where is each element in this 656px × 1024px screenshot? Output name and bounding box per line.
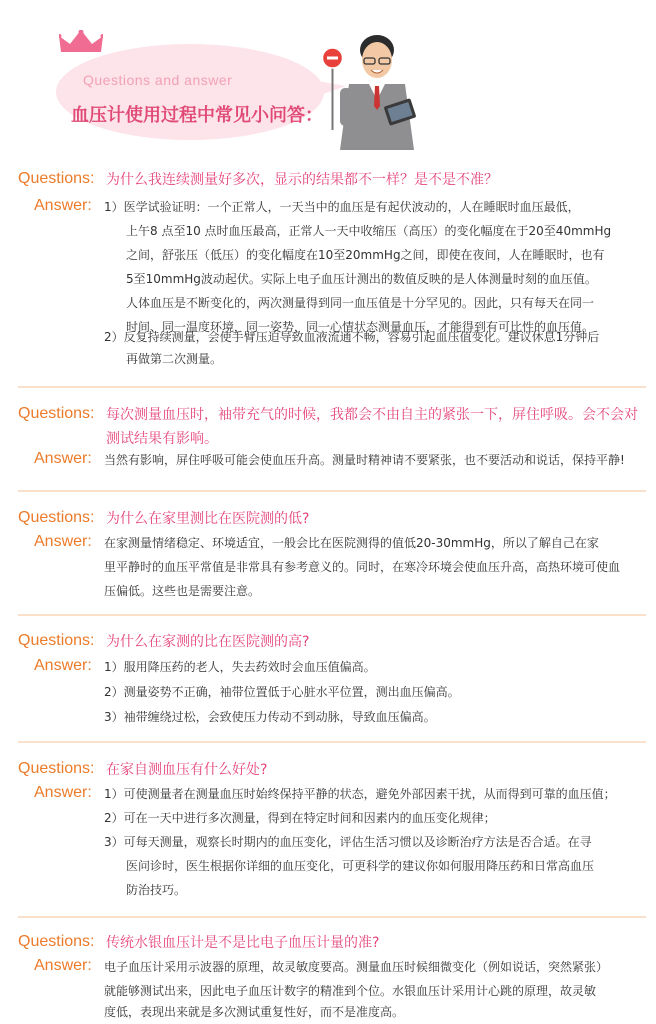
answer-line: 电子血压计采用示波器的原理，故灵敏度要高。测量血压时候细微变化（例如说话，突然紧张） [104,960,609,974]
answer-line: 上午8 点至10 点时血压最高，正常人一天中收缩压（高压）的变化幅度在于20至40mmHg [126,224,612,238]
question-text: 传统水银血压计是不是比电子血压计量的准? [106,935,380,951]
answer-label: Answer: [34,784,92,801]
answer-line: 1）医学试验证明：一个正常人，一天当中的血压是有起伏波动的，人在睡眠时血压最低， [104,200,580,214]
answer-label: Answer: [34,197,92,214]
answer-line: 防治技巧。 [126,883,187,897]
question-label: Questions: [18,405,95,422]
question-label: Questions: [18,509,95,526]
answer-line: 当然有影响，屏住呼吸可能会使血压升高。测量时精神请不要紧张，也不要活动和说话，保持平静! [104,453,625,467]
answer-line: 之间，舒张压（低压）的变化幅度在10至20mmHg之间，即使在夜间，人在睡眠时，也有 [126,248,605,262]
question-label: Questions: [18,632,95,649]
question-text: 在家自测血压有什么好处? [106,762,268,778]
answer-line: 里平静时的血压平常值是非常具有参考意义的。同时，在寒冷环境会使血压升高，高热环境可使血 [104,560,621,574]
answer-line: 就能够测试出来，因此电子血压计数字的精准到个位。水银血压计采用计心跳的原理，故灵敏 [104,984,597,998]
header-subtitle: Questions and answer [83,72,233,88]
answer-line: 度低，表现出来就是多次测试重复性好，而不是准度高。 [104,1005,405,1019]
question-text: 为什么在家里测比在医院测的低? [106,511,310,527]
answer-label: Answer: [34,957,92,974]
answer-line: 5至10mmHg波动起伏。实际上电子血压计测出的数值反映的是人体测量时刻的血压值。 [126,272,597,286]
answer-line: 医问诊时，医生根据你详细的血压变化，可更科学的建议你如何服用降压药和日常高血压 [126,859,595,873]
question-text: 为什么我连续测量好多次，显示的结果都不一样？是不是不准？ [106,172,498,188]
answer-label: Answer: [34,533,92,550]
question-label: Questions: [18,170,95,187]
answer-line: 3）袖带缠绕过松，会致使压力传动不到动脉，导致血压偏高。 [104,710,436,724]
answer-line: 时间、同一温度环境，同一姿势，同一心情状态测量血压，才能得到有可比性的血压值。 [126,320,595,334]
answer-line: 2）可在一天中进行多次测量，得到在特定时间和因素内的血压变化规律； [104,811,496,825]
answer-label: Answer: [34,450,92,467]
question-label: Questions: [18,760,95,777]
answer-label: Answer: [34,657,92,674]
question-label: Questions: [18,933,95,950]
answer-line: 再做第二次测量。 [126,352,223,366]
page-title: 血压计使用过程中常见小问答： [71,105,323,126]
answer-line: 1）可使测量者在测量血压时始终保持平静的状态，避免外部因素干扰，从而得到可靠的血压值； [104,787,616,801]
answer-line: 1）服用降压药的老人，失去药效时会血压值偏高。 [104,660,376,674]
answer-line: 3）可每天测量，观察长时期内的血压变化，评估生活习惯以及诊断治疗方法是否合适。在寻 [104,835,592,849]
answer-line: 2）反复持续测量，会使手臂压迫导致血液流通不畅，容易引起血压值变化。建议休息1分钟后 [104,330,600,344]
answer-line: 压偏低。这些也是需要注意。 [104,584,261,598]
answer-line: 在家测量情绪稳定、环境适宜，一般会比在医院测得的值低20-30mmHg，所以了解自己在家 [104,536,599,550]
answer-line: 2）测量姿势不正确，袖带位置低于心脏水平位置，测出血压偏高。 [104,685,460,699]
question-text: 测试结果有影响。 [106,431,218,447]
question-text: 为什么在家测的比在医院测的高? [106,634,310,650]
question-text: 每次测量血压时，袖带充气的时候，我都会不由自主的紧张一下，屏住呼吸。会不会对 [106,407,638,423]
answer-line: 人体血压是不断变化的，两次测量得到同一血压值是十分罕见的。因此，只有每天在同一 [126,296,595,310]
